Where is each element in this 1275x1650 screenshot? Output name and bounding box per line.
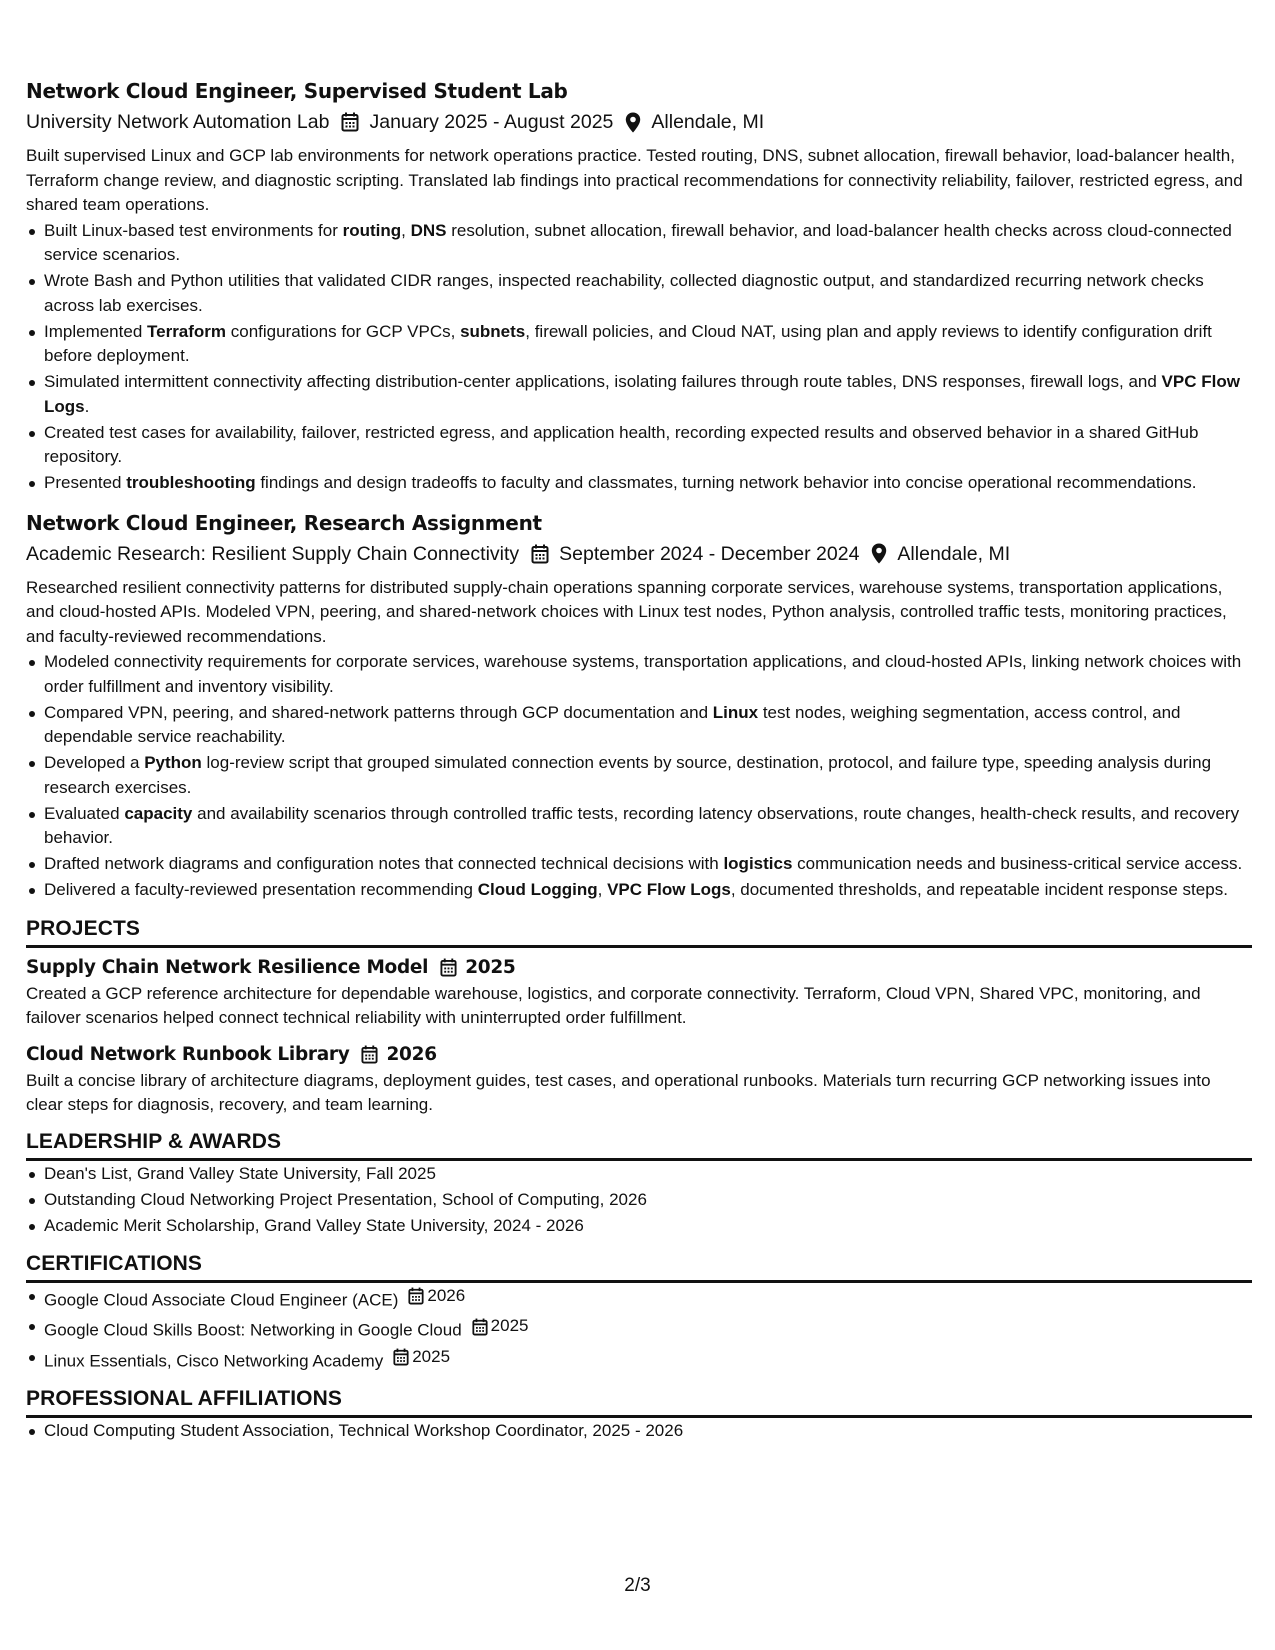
bullet-item: Modeled connectivity requirements for corporate services, warehouse systems, transportation applications, and cloud-hosted APIs, linking network choices with order fulfillment and inventory visibility. [26,650,1252,699]
calendar-icon [393,1348,409,1366]
list-item [26,1314,1252,1343]
bullet-item: Created test cases for availability, failover, restricted egress, and application health, recording expected results and observed behavior in a shared GitHub repository. [26,421,1252,470]
certification-year: 2025 [412,1346,451,1366]
list-item [26,1345,1252,1374]
job-title: Network Cloud Engineer, Research Assignment [26,510,542,535]
job-location: Allendale, MI [651,111,765,133]
job-meta [26,539,1252,569]
bullet-item: Evaluated capacity and availability scenarios through controlled traffic tests, recording latency observations, route changes, health-check results, and recovery behavior. [26,802,1252,851]
job-bullets [26,219,1252,496]
project-entry [26,1041,1252,1118]
section-heading-affiliations: PROFESSIONAL AFFILIATIONS [26,1385,1252,1418]
bullet-item: Implemented Terraform configurations for GCP VPCs, subnets, firewall policies, and Cloud NAT, using plan and apply reviews to identify configuration drift before deployment. [26,320,1252,369]
bullet-item: Delivered a faculty-reviewed presentation recommending Cloud Logging, VPC Flow Logs, documented thresholds, and repeatable incident response steps. [26,878,1252,903]
experience-entry [26,76,1252,496]
certification-year: 2026 [427,1286,466,1305]
job-summary: Built supervised Linux and GCP lab environments for network operations practice. Tested routing, DNS, subnet allocation, firewall behavior, load-balancer health, Terraform change review, and diagnostic scripting. Translated lab findings into practical recommendations for connectivity reliability, failover, restricted egress, and shared team operations. [26,146,1243,214]
job-location: Allendale, MI [897,542,1011,565]
calendar-icon [341,112,359,132]
calendar-icon [531,544,549,564]
project-description: Built a concise library of architecture diagrams, deployment guides, test cases, and operational runbooks. Materials turn recurring GCP networking issues into clear steps for diagnosis, recovery, and team learning. [26,1070,1211,1114]
project-year: 2025 [465,956,516,978]
certification-name: Google Cloud Skills Boost: Networking in Google Cloud [44,1320,462,1340]
list-item: Dean's List, Grand Valley State University, Fall 2025 [26,1162,1252,1187]
map-pin-icon [625,112,641,133]
project-year: 2026 [386,1043,437,1065]
job-organization: Academic Research: Resilient Supply Chain Connectivity [26,542,520,565]
job-title: Network Cloud Engineer, Supervised Student Lab [26,79,568,103]
bullet-item: Compared VPN, peering, and shared-network patterns through GCP documentation and Linux test nodes, weighing segmentation, access control, and dependable service reachability. [26,701,1252,750]
resume-page [26,76,1252,1456]
project-description: Created a GCP reference architecture for dependable warehouse, logistics, and corporate connectivity. Terraform, Cloud VPN, Shared VPC, monitoring, and failover scenarios helped connect technical reliability with uninterrupted order fulfillment. [26,983,1201,1027]
project-title: Cloud Network Runbook Library [26,1043,350,1065]
calendar-icon [408,1287,424,1305]
page-number: 2/3 [624,1575,651,1596]
certifications-list [26,1284,1252,1373]
project-title: Supply Chain Network Resilience Model [26,956,429,978]
map-pin-icon [871,543,887,564]
list-item: Cloud Computing Student Association, Technical Workshop Coordinator, 2025 - 2026 [26,1419,1252,1444]
job-dates: September 2024 - December 2024 [559,542,860,565]
list-item [26,1284,1252,1313]
calendar-icon [440,958,457,977]
section-heading-leadership: LEADERSHIP & AWARDS [26,1128,1252,1161]
affiliations-list [26,1419,1252,1444]
job-bullets [26,650,1252,903]
job-organization: University Network Automation Lab [26,111,330,133]
certification-year: 2025 [490,1316,529,1336]
bullet-item: Drafted network diagrams and configuration notes that connected technical decisions with logistics communication needs and business-critical service access. [26,852,1252,877]
list-item: Academic Merit Scholarship, Grand Valley State University, 2024 - 2026 [26,1214,1252,1239]
bullet-item: Simulated intermittent connectivity affecting distribution-center applications, isolating failures through route tables, DNS responses, firewall logs, and VPC Flow Logs. [26,370,1252,419]
bullet-item: Built Linux-based test environments for routing, DNS resolution, subnet allocation, firewall behavior, and load-balancer health checks across cloud-connected service scenarios. [26,219,1252,268]
section-heading-certifications: CERTIFICATIONS [26,1250,1252,1283]
section-heading-projects: PROJECTS [26,915,1252,948]
bullet-item: Developed a Python log-review script that grouped simulated connection events by source, destination, protocol, and failure type, speeding analysis during research exercises. [26,751,1252,800]
bullet-item: Wrote Bash and Python utilities that validated CIDR ranges, inspected reachability, collected diagnostic output, and standardized recurring network checks across lab exercises. [26,269,1252,318]
leadership-list [26,1162,1252,1239]
calendar-icon [361,1045,378,1064]
certification-name: Linux Essentials, Cisco Networking Academy [44,1350,384,1370]
job-meta [26,107,1252,137]
bullet-item: Presented troubleshooting findings and design tradeoffs to faculty and classmates, turning network behavior into concise operational recommendations. [26,471,1252,496]
certification-name: Google Cloud Associate Cloud Engineer (ACE) [44,1290,399,1310]
calendar-icon [472,1318,488,1336]
project-entry [26,954,1252,1031]
list-item: Outstanding Cloud Networking Project Presentation, School of Computing, 2026 [26,1188,1252,1213]
job-dates: January 2025 - August 2025 [369,111,614,133]
job-summary: Researched resilient connectivity patterns for distributed supply-chain operations spanning corporate services, warehouse systems, transportation applications, and cloud-hosted APIs. Modeled VPN, peering, and shared-network choices with Linux test nodes, Python analysis, controlled traffic tests, monitoring practices, and faculty-reviewed recommendations. [26,577,1227,646]
experience-entry [26,508,1252,903]
